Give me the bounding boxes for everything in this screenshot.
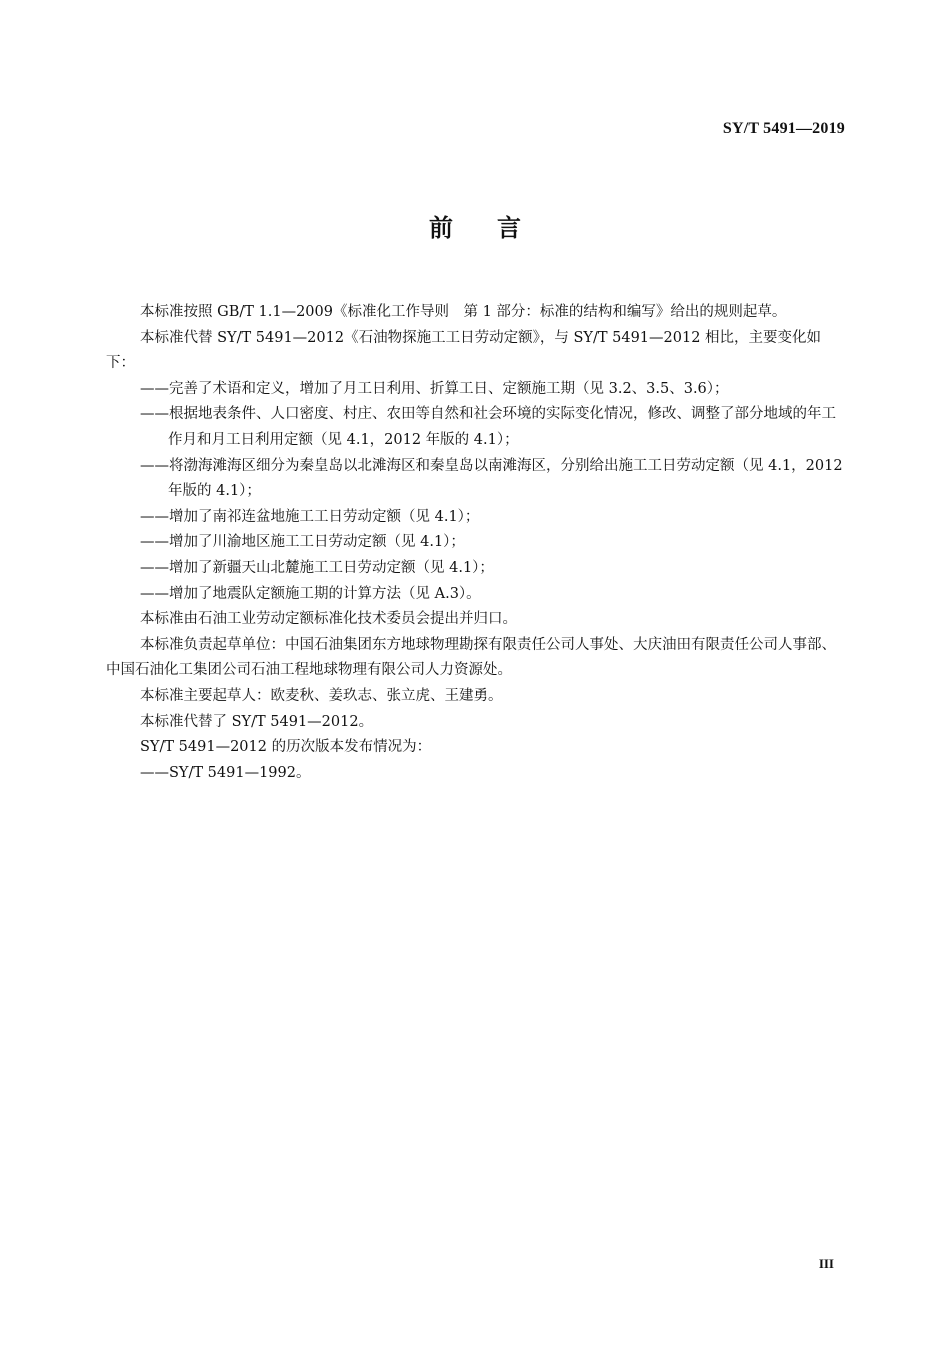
standard-code: SY/T 5491—2019	[722, 120, 845, 137]
paragraph-replacement: 本标准代替 SY/T 5491—2012《石油物探施工工日劳动定额》，与 SY/T 5491—2012 相比，主要变化如下：	[106, 329, 822, 372]
page-number: III	[818, 1256, 834, 1271]
change-item: ——将渤海滩海区细分为秦皇岛以北滩海区和秦皇岛以南滩海区，分别给出施工工日劳动定额（见 4.1，2012 年版的 4.1）；	[140, 457, 843, 500]
paragraph-drafting-rules: 本标准按照 GB/T 1.1—2009《标准化工作导则 第 1 部分：标准的结构和编写》给出的规则起草。	[140, 304, 787, 320]
history-item: ——SY/T 5491—1992。	[140, 764, 311, 781]
foreword-body	[106, 300, 846, 786]
paragraph-drafters: 本标准主要起草人：欧麦秋、姜玖志、张立虎、王建勇。	[140, 687, 503, 704]
paragraph-history-intro: SY/T 5491—2012 的历次版本发布情况为：	[140, 739, 432, 756]
page-title: 前言	[429, 214, 565, 242]
paragraph-proposer: 本标准由石油工业劳动定额标准化技术委员会提出并归口。	[140, 611, 517, 628]
change-item: ——完善了术语和定义，增加了月工日利用、折算工日、定额施工期（见 3.2、3.5、3.6）；	[140, 380, 729, 397]
paragraph-drafting-units: 本标准负责起草单位：中国石油集团东方地球物理勘探有限责任公司人事处、大庆油田有限责任公司人事部、中国石油化工集团公司石油工程地球物理有限公司人力资源处。	[106, 636, 836, 679]
change-item: ——根据地表条件、人口密度、村庄、农田等自然和社会环境的实际变化情况，修改、调整了部分地域的年工作月和月工日利用定额（见 4.1，2012 年版的 4.1）；	[140, 406, 836, 448]
change-item: ——增加了川渝地区施工工日劳动定额（见 4.1）；	[140, 534, 465, 551]
change-item: ——增加了地震队定额施工期的计算方法（见 A.3）。	[140, 585, 481, 602]
change-item: ——增加了新疆天山北麓施工工日劳动定额（见 4.1）；	[140, 559, 494, 576]
change-item: ——增加了南祁连盆地施工工日劳动定额（见 4.1）；	[140, 508, 480, 525]
paragraph-supersedes: 本标准代替了 SY/T 5491—2012。	[140, 713, 374, 730]
